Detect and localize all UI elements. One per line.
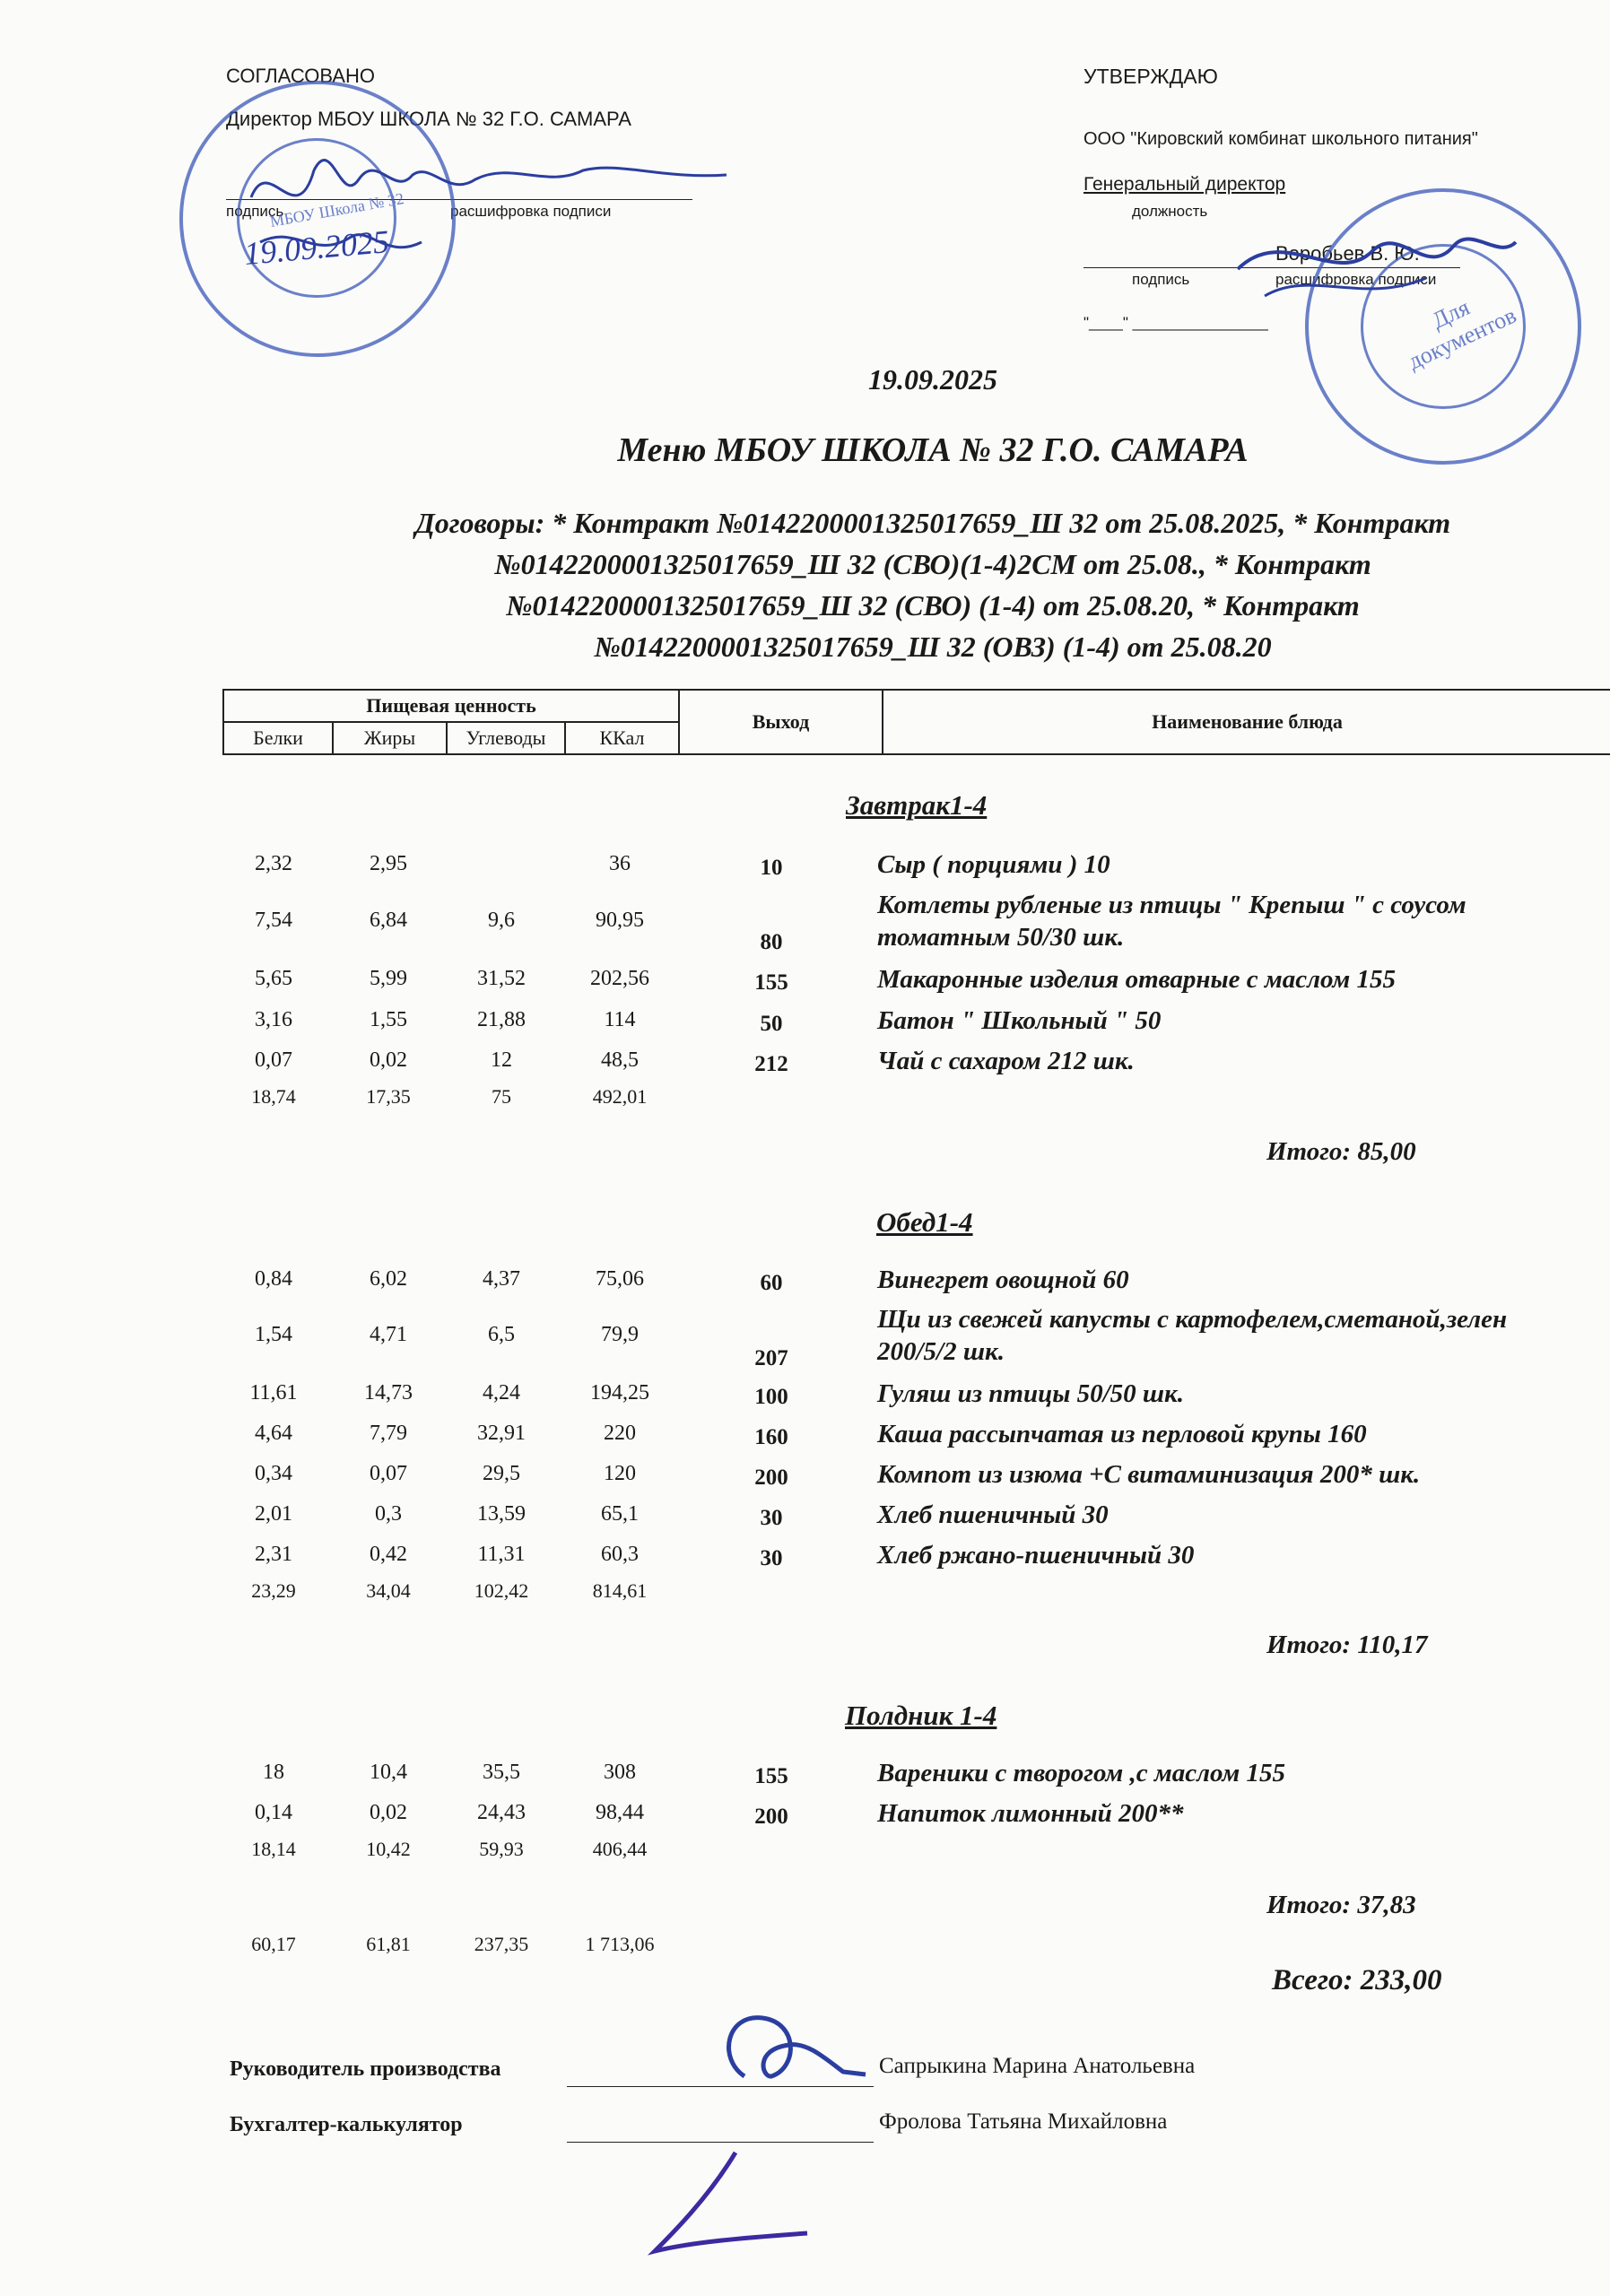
protein-value: 0,14: [255, 1801, 292, 1824]
dish-name: Чай с сахаром 212 шк.: [877, 1047, 1135, 1075]
carbs-sum: 75: [492, 1085, 511, 1108]
dish-name: Щи из свежей капусты с картофелем,сметаной,зелен: [877, 1305, 1508, 1334]
kcal-value: 194,25: [590, 1381, 649, 1405]
contracts-line: №0142200001325017659_Ш 32 (СВО)(1-4)2СМ от 25.08., * Контракт: [494, 548, 1371, 580]
dish-name-continued: 200/5/2 шк.: [877, 1337, 1005, 1366]
output-value: 30: [760, 1546, 783, 1570]
table-row: [0, 1543, 1610, 1575]
kcal-sum: 814,61: [592, 1579, 648, 1602]
kcal-grand: 1 713,06: [585, 1933, 655, 1955]
approval-right-decode-label: расшифровка подписи: [1275, 271, 1437, 288]
kcal-value: 220: [604, 1422, 636, 1445]
protein-value: 4,64: [255, 1422, 292, 1445]
menu-table-header: [222, 689, 1610, 755]
protein-value: 18: [263, 1761, 284, 1784]
protein-value: 0,34: [255, 1462, 292, 1485]
fat-value: 7,79: [370, 1422, 407, 1445]
contracts-block: [296, 502, 1570, 667]
fat-value: 6,02: [370, 1267, 407, 1291]
dish-name: Батон " Школьный " 50: [877, 1006, 1162, 1035]
page-title: Меню МБОУ ШКОЛА № 32 Г.О. САМАРА: [617, 431, 1249, 469]
protein-value: 1,54: [255, 1323, 292, 1346]
kcal-value: 90,95: [596, 909, 644, 932]
table-row: [0, 1422, 1610, 1454]
director-right-signature-icon: [1229, 215, 1525, 323]
fat-header: Жиры: [333, 722, 447, 754]
dish-name: Хлеб ржано-пшеничный 30: [877, 1541, 1195, 1570]
handwritten-date: 19.09.2025: [242, 223, 391, 272]
section-total: Итого: 110,17: [1266, 1631, 1428, 1659]
approval-right-name: Воробьев В. Ю.: [1275, 242, 1420, 265]
school-stamp-text: МБОУ Школа № 32: [268, 189, 405, 230]
approval-left-decode-label: расшифровка подписи: [450, 203, 612, 220]
kcal-value: 114: [604, 1008, 636, 1031]
signature-name: Фролова Татьяна Михайловна: [879, 2109, 1168, 2134]
table-row: [0, 1801, 1610, 1833]
table-row: [0, 1048, 1610, 1081]
kcal-value: 98,44: [596, 1801, 644, 1824]
approval-left-sig-label: подпись: [226, 203, 284, 220]
table-row: [0, 1462, 1610, 1494]
carbs-value: 21,88: [477, 1008, 526, 1031]
output-value: 30: [760, 1506, 783, 1530]
grand-sum-row: [0, 1933, 1610, 1965]
kcal-value: 36: [609, 852, 631, 875]
contracts-line: Договоры: * Контракт №0142200001325017659_Ш 32 от 25.08.2025, * Контракт: [414, 507, 1451, 539]
kcal-value: 308: [604, 1761, 636, 1784]
signature-line: [567, 2142, 874, 2143]
dish-header: Наименование блюда: [883, 690, 1610, 754]
fat-value: 4,71: [370, 1323, 407, 1346]
kcal-value: 75,06: [596, 1267, 644, 1291]
protein-value: 7,54: [255, 909, 292, 932]
fat-value: 5,99: [370, 967, 407, 990]
protein-sum: 18,14: [251, 1838, 296, 1860]
output-value: 200: [754, 1805, 788, 1829]
output-value: 100: [754, 1385, 788, 1409]
kcal-value: 60,3: [601, 1543, 639, 1566]
table-row: [0, 1381, 1610, 1413]
section-sum-row: [0, 1579, 1610, 1612]
carbs-value: 32,91: [477, 1422, 526, 1445]
signature-role: Руководитель производства: [230, 2057, 501, 2081]
dish-name: Винегрет овощной 60: [877, 1265, 1129, 1294]
kcal-value: 120: [604, 1462, 636, 1485]
carbs-value: 6,5: [488, 1323, 515, 1346]
carbs-value: 11,31: [477, 1543, 526, 1566]
fat-sum: 17,35: [366, 1085, 411, 1108]
output-value: 160: [754, 1425, 788, 1449]
protein-sum: 18,74: [251, 1085, 296, 1108]
protein-value: 2,01: [255, 1502, 292, 1526]
fat-value: 14,73: [364, 1381, 413, 1405]
table-row: [0, 1305, 1610, 1370]
nutrition-header: Пищевая ценность: [223, 690, 679, 722]
approval-right-title: УТВЕРЖДАЮ: [1083, 65, 1218, 88]
approval-right-position-label: должность: [1132, 203, 1208, 220]
protein-value: 5,65: [255, 967, 292, 990]
output-value: 60: [760, 1271, 783, 1295]
dish-name: Компот из изюма +С витаминизация 200* шк.: [877, 1460, 1421, 1489]
carbs-value: 12: [491, 1048, 512, 1072]
signature-name: Сапрыкина Марина Анатольевна: [879, 2054, 1196, 2078]
kcal-value: 65,1: [601, 1502, 639, 1526]
kcal-value: 202,56: [590, 967, 649, 990]
kcal-value: 79,9: [601, 1323, 639, 1346]
fat-value: 1,55: [370, 1008, 407, 1031]
kcal-header: ККал: [565, 722, 679, 754]
table-row: [0, 1008, 1610, 1040]
table-row: [0, 967, 1610, 999]
dish-name: Сыр ( порциями ) 10: [877, 850, 1110, 879]
approval-right-org: ООО "Кировский комбинат школьного питания": [1083, 129, 1478, 149]
carbs-value: 24,43: [477, 1801, 526, 1824]
fat-value: 0,42: [370, 1543, 407, 1566]
section-title: Полдник 1-4: [845, 1700, 997, 1731]
fat-value: 10,4: [370, 1761, 407, 1784]
output-value: 80: [760, 930, 783, 954]
approval-right-date-blank: "____" ________________: [1083, 314, 1268, 331]
dish-name: Хлеб пшеничный 30: [877, 1500, 1109, 1529]
table-row: [0, 1761, 1610, 1793]
kcal-value: 48,5: [601, 1048, 639, 1072]
fat-value: 2,95: [370, 852, 407, 875]
grand-total: Всего: 233,00: [1272, 1964, 1442, 1996]
table-row: [0, 852, 1610, 884]
menu-date: 19.09.2025: [868, 363, 997, 396]
protein-grand: 60,17: [251, 1933, 296, 1955]
fat-grand: 61,81: [366, 1933, 411, 1955]
output-value: 155: [754, 1764, 788, 1788]
carbs-grand: 237,35: [474, 1933, 529, 1955]
fat-value: 6,84: [370, 909, 407, 932]
protein-value: 3,16: [255, 1008, 292, 1031]
protein-value: 11,61: [249, 1381, 298, 1405]
fat-value: 0,3: [375, 1502, 402, 1526]
protein-header: Белки: [223, 722, 333, 754]
carbs-value: 35,5: [483, 1761, 520, 1784]
section-title: Обед1-4: [876, 1206, 973, 1238]
dish-name-continued: томатным 50/30 шк.: [877, 923, 1125, 952]
accountant-signature-icon: [637, 2144, 816, 2269]
table-row: [0, 1502, 1610, 1535]
table-row: [0, 891, 1610, 954]
contracts-line: №0142200001325017659_Ш 32 (СВО) (1-4) от 25.08.20, * Контракт: [506, 589, 1360, 622]
protein-value: 2,31: [255, 1543, 292, 1566]
dish-name: Вареники с творогом ,с маслом 155: [877, 1759, 1285, 1787]
protein-value: 0,07: [255, 1048, 292, 1072]
protein-value: 2,32: [255, 852, 292, 875]
output-value: 207: [754, 1346, 788, 1370]
signature-role: Бухгалтер-калькулятор: [230, 2113, 463, 2136]
carbs-value: 31,52: [477, 967, 526, 990]
carbs-value: 4,37: [483, 1267, 520, 1291]
protein-value: 0,84: [255, 1267, 292, 1291]
dish-name: Котлеты рубленые из птицы " Крепыш " с соусом: [877, 891, 1466, 919]
section-total: Итого: 37,83: [1266, 1891, 1416, 1919]
output-value: 212: [754, 1052, 788, 1076]
section-sum-row: [0, 1838, 1610, 1870]
protein-sum: 23,29: [251, 1579, 296, 1602]
carbs-sum: 59,93: [479, 1838, 524, 1860]
approval-right-position: Генеральный директор: [1083, 174, 1286, 195]
dish-name: Гуляш из птицы 50/50 шк.: [877, 1379, 1185, 1408]
approval-right-sig-label: подпись: [1132, 271, 1190, 288]
production-head-signature-icon: [709, 1996, 870, 2094]
fat-value: 0,02: [370, 1048, 407, 1072]
carbs-value: 13,59: [477, 1502, 526, 1526]
fat-sum: 10,42: [366, 1838, 411, 1860]
output-value: 50: [760, 1012, 783, 1036]
dish-name: Напиток лимонный 200**: [877, 1799, 1184, 1828]
section-sum-row: [0, 1085, 1610, 1118]
dish-name: Макаронные изделия отварные с маслом 155: [877, 965, 1397, 994]
approval-left-title: СОГЛАСОВАНО: [226, 65, 375, 87]
carbs-value: 29,5: [483, 1462, 520, 1485]
carbs-value: 9,6: [488, 909, 515, 932]
section-total: Итого: 85,00: [1266, 1137, 1416, 1166]
company-stamp-text: Для документов: [1404, 293, 1520, 375]
output-header: Выход: [679, 690, 883, 754]
carbs-header: Углеводы: [447, 722, 565, 754]
fat-value: 0,02: [370, 1801, 407, 1824]
contracts-line: №0142200001325017659_Ш 32 (ОВЗ) (1-4) от 25.08.20: [594, 631, 1272, 663]
dish-name: Каша рассыпчатая из перловой крупы 160: [877, 1420, 1367, 1448]
kcal-sum: 406,44: [592, 1838, 648, 1860]
section-title: Завтрак1-4: [846, 789, 988, 821]
kcal-sum: 492,01: [592, 1085, 648, 1108]
approval-left-director: Директор МБОУ ШКОЛА № 32 Г.О. САМАРА: [226, 108, 631, 130]
table-row: [0, 1267, 1610, 1300]
output-value: 10: [760, 856, 783, 880]
fat-value: 0,07: [370, 1462, 407, 1485]
carbs-sum: 102,42: [474, 1579, 529, 1602]
output-value: 155: [754, 970, 788, 995]
carbs-value: 4,24: [483, 1381, 520, 1405]
output-value: 200: [754, 1465, 788, 1490]
fat-sum: 34,04: [366, 1579, 411, 1602]
